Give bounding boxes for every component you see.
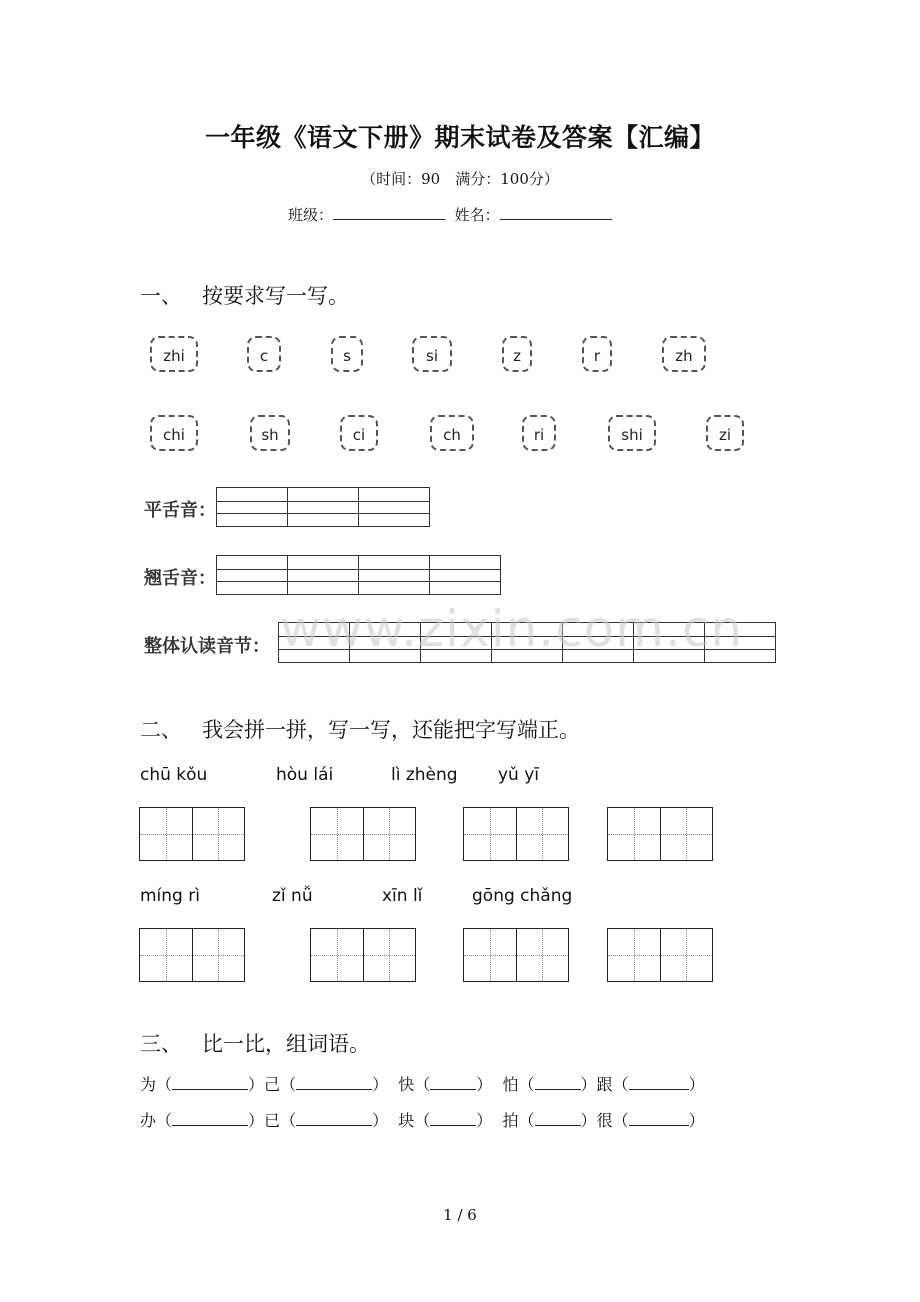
pinyin-word: míng rì [140, 886, 200, 906]
answer-blank[interactable] [172, 1077, 248, 1090]
pinyin-word: lì zhèng [391, 765, 458, 785]
pinyin-word: xīn lǐ [382, 886, 423, 906]
writing-cell[interactable] [430, 556, 500, 594]
answer-blank[interactable] [629, 1077, 689, 1090]
pinyin-card: ch [430, 415, 474, 451]
section-1-number: 一、 [140, 284, 182, 308]
exam-info: （时间：90 满分：100分） [361, 170, 559, 188]
pinyin-word: yǔ yī [498, 765, 540, 785]
page-title: 一年级《语文下册》期末试卷及答案【汇编】 [204, 123, 715, 152]
compare-char: 己 [264, 1075, 281, 1094]
character-grid[interactable] [607, 928, 713, 982]
character-grid[interactable] [139, 807, 245, 861]
pinyin-card: z [502, 336, 532, 372]
pinyin-card: ci [340, 415, 378, 451]
compare-char: 很 [596, 1111, 613, 1130]
pinyin-word: chū kǒu [140, 765, 208, 785]
character-grid[interactable] [139, 928, 245, 982]
compare-char: 跟 [596, 1075, 613, 1094]
writing-cell[interactable] [217, 488, 288, 526]
pinyin-card: zh [662, 336, 706, 372]
section-2-number: 二、 [140, 718, 182, 742]
whole-syllable-label: 整体认读音节： [144, 636, 270, 657]
pinyin-card: ri [522, 415, 556, 451]
section-1-heading [140, 280, 349, 310]
writing-cell[interactable] [359, 488, 429, 526]
pinyin-card: zi [706, 415, 744, 451]
answer-blank[interactable] [430, 1113, 476, 1126]
compare-char: 拍 [502, 1111, 519, 1130]
answer-blank[interactable] [296, 1113, 372, 1126]
compare-char: 快 [398, 1075, 415, 1094]
pinyin-word: hòu lái [276, 765, 334, 785]
compare-char: 为 [140, 1075, 157, 1094]
compare-char: 已 [264, 1111, 281, 1130]
retroflex-writing-grid[interactable] [216, 555, 501, 595]
class-blank[interactable] [333, 205, 445, 220]
compare-row-1: 为（ ）己（ ） 快（ ） 怕（ ）跟（ ） [140, 1075, 705, 1094]
character-grid[interactable] [607, 807, 713, 861]
pinyin-card: si [412, 336, 452, 372]
pinyin-card: zhi [150, 336, 198, 372]
watermark: www.zixin.com.cn [280, 600, 744, 658]
answer-blank[interactable] [430, 1077, 476, 1090]
writing-cell[interactable] [288, 556, 359, 594]
writing-cell[interactable] [359, 556, 430, 594]
section-3-heading [140, 1028, 370, 1058]
answer-blank[interactable] [629, 1113, 689, 1126]
compare-row-2: 办（ ）已（ ） 块（ ） 拍（ ）很（ ） [140, 1111, 705, 1130]
writing-cell[interactable] [217, 556, 288, 594]
answer-blank[interactable] [535, 1113, 581, 1126]
pinyin-card: c [247, 336, 281, 372]
character-grid[interactable] [463, 928, 569, 982]
answer-blank[interactable] [172, 1113, 248, 1126]
character-grid[interactable] [463, 807, 569, 861]
pinyin-word: gōng chǎng [472, 886, 573, 906]
pinyin-card: shi [608, 415, 656, 451]
pinyin-card: s [331, 336, 363, 372]
class-label: 班级： [288, 206, 334, 224]
flat-tongue-label: 平舌音： [144, 500, 216, 521]
section-1-title: 按要求写一写。 [202, 284, 349, 308]
section-2-title: 我会拼一拼，写一写，还能把字写端正。 [202, 718, 580, 742]
character-grid[interactable] [310, 807, 416, 861]
compare-char: 办 [140, 1111, 157, 1130]
section-3-number: 三、 [140, 1032, 182, 1056]
character-grid[interactable] [310, 928, 416, 982]
section-2-heading [140, 714, 580, 744]
compare-char: 怕 [502, 1075, 519, 1094]
compare-char: 块 [398, 1111, 415, 1130]
retroflex-label: 翘舌音： [144, 568, 216, 589]
page-number: 1 / 6 [443, 1206, 477, 1224]
answer-blank[interactable] [535, 1077, 581, 1090]
name-blank[interactable] [500, 205, 612, 220]
flat-tongue-writing-grid[interactable] [216, 487, 430, 527]
pinyin-card: chi [150, 415, 198, 451]
answer-blank[interactable] [296, 1077, 372, 1090]
writing-cell[interactable] [288, 488, 359, 526]
class-name-line [288, 204, 612, 225]
pinyin-card: r [582, 336, 612, 372]
pinyin-card: sh [250, 415, 290, 451]
pinyin-word: zǐ nǚ [272, 886, 313, 906]
name-label: 姓名： [454, 206, 500, 224]
section-3-title: 比一比，组词语。 [202, 1032, 370, 1056]
